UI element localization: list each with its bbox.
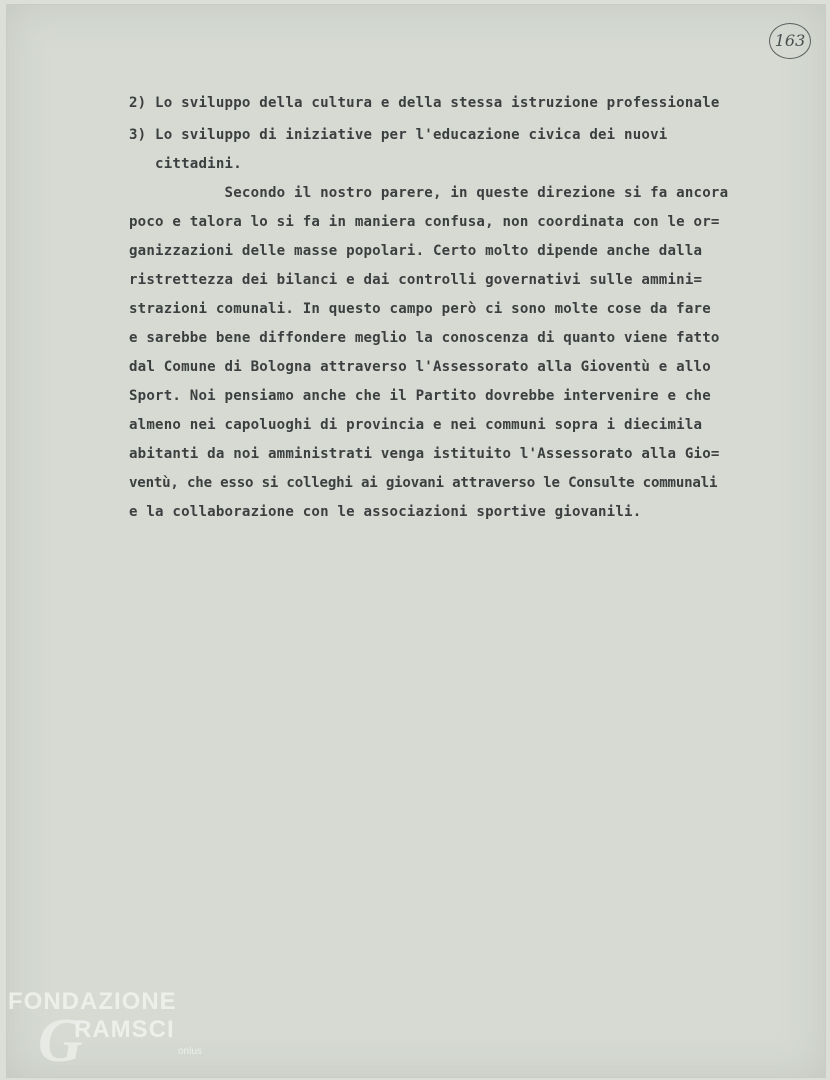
text-line: poco e talora lo si fa in maniera confusa, non coordinata con le or=: [129, 214, 720, 230]
document-page: [6, 4, 826, 1078]
text-line: ventù, che esso si colleghi ai giovani attraverso le Consulte communali: [129, 475, 718, 491]
page-number: 163: [769, 23, 811, 59]
watermark-logo-letter: G: [38, 1007, 83, 1075]
text-line: Secondo il nostro parere, in queste direzione si fa ancora: [129, 185, 729, 201]
text-line: ristrettezza dei bilanci e dai controlli governativi sulle ammini=: [129, 272, 703, 288]
text-line: e sarebbe bene diffondere meglio la conoscenza di quanto viene fatto: [129, 330, 720, 346]
text-line: abitanti da noi amministrati venga istituito l'Assessorato alla Gio=: [129, 446, 720, 462]
text-line: dal Comune di Bologna attraverso l'Assessorato alla Gioventù e allo: [129, 359, 711, 375]
text-line: 2) Lo sviluppo della cultura e della stessa istruzione professionale: [129, 95, 720, 111]
text-line: e la collaborazione con le associazioni sportive giovanili.: [129, 504, 642, 520]
text-line: 3) Lo sviluppo di iniziative per l'educazione civica dei nuovi: [129, 127, 668, 143]
fondazione-gramsci-watermark: [8, 988, 218, 1075]
watermark-line2: RAMSCI: [74, 1016, 175, 1043]
watermark-line1: FONDAZIONE: [8, 988, 177, 1015]
text-line: almeno nei capoluoghi di provincia e nei communi sopra i diecimila: [129, 417, 703, 433]
text-line: cittadini.: [129, 156, 242, 172]
text-line: ganizzazioni delle masse popolari. Certo molto dipende anche dalla: [129, 243, 703, 259]
watermark-suffix: onlus: [178, 1046, 202, 1057]
text-line: strazioni comunali. In questo campo però ci sono molte cose da fare: [129, 301, 711, 317]
text-line: Sport. Noi pensiamo anche che il Partito dovrebbe intervenire e che: [129, 388, 711, 404]
